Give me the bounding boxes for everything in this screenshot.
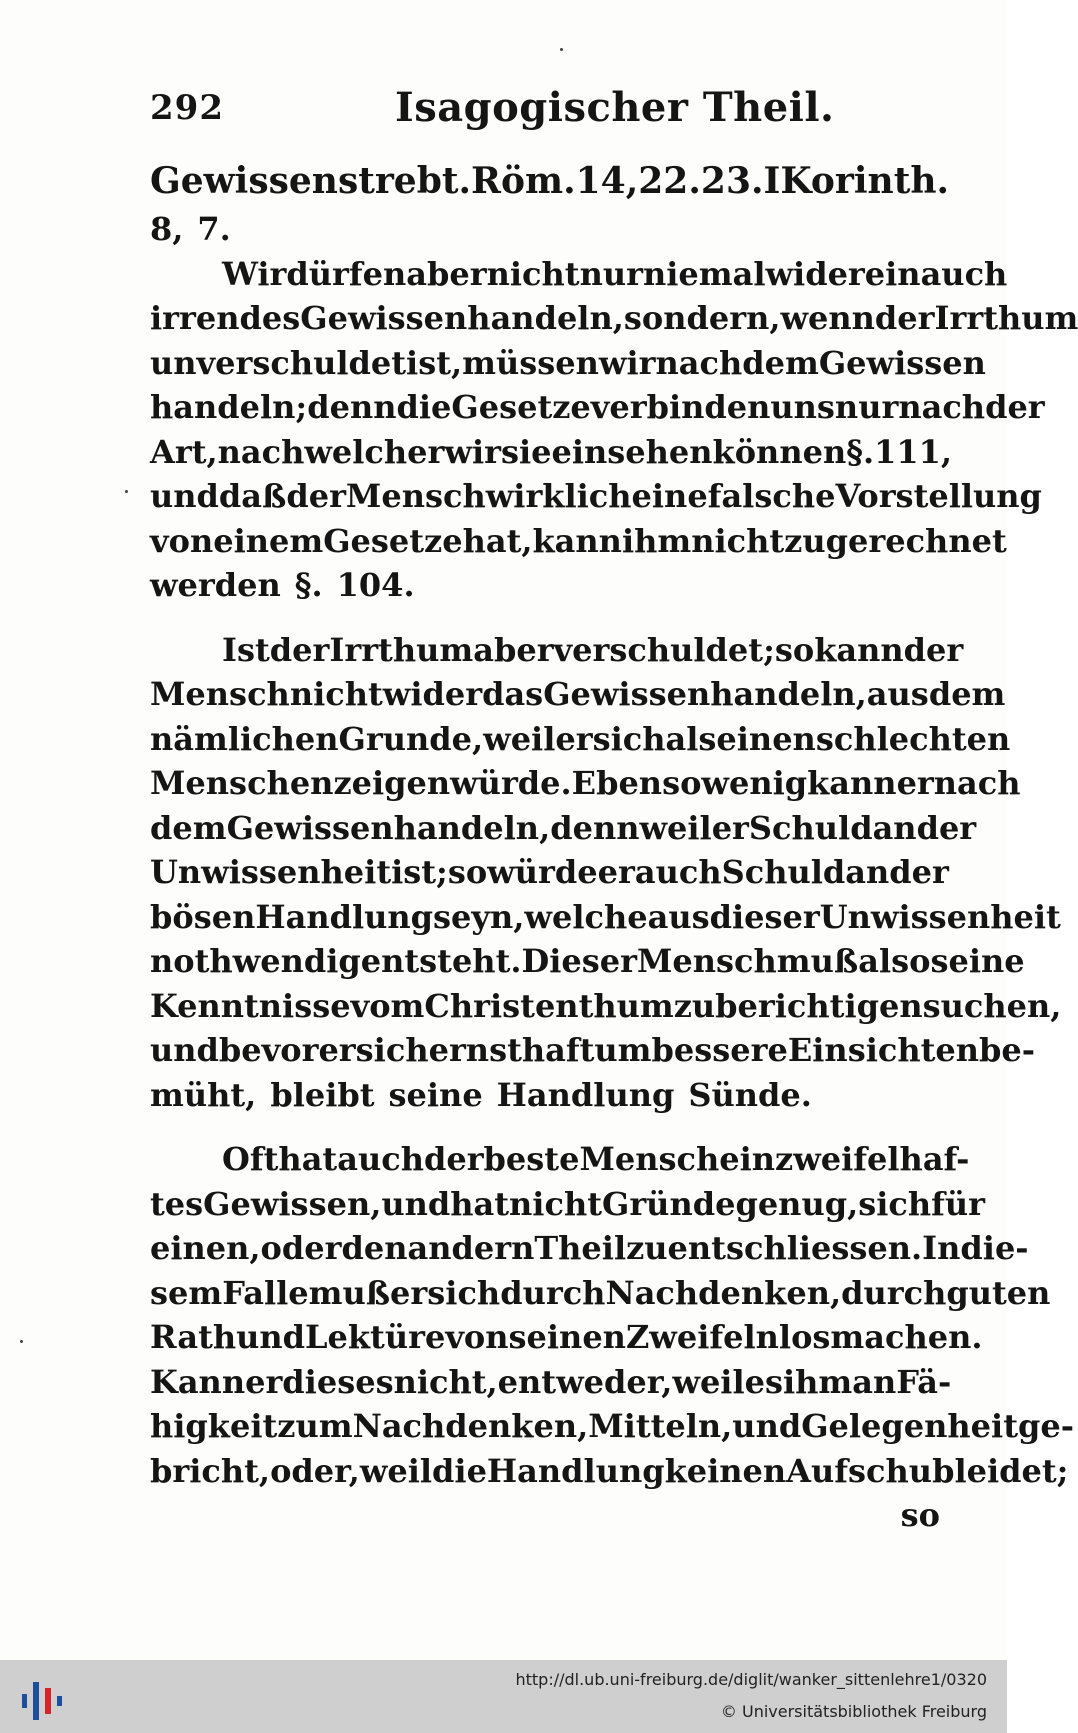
copyright-notice: © Universitätsbibliothek Freiburg <box>720 1702 987 1721</box>
word: nach <box>217 432 305 471</box>
word: ein <box>864 254 921 293</box>
word: einen, <box>150 1229 261 1267</box>
word: Aufschub <box>786 1451 955 1490</box>
text-line <box>150 986 1062 1032</box>
word: an <box>845 853 890 891</box>
word: nicht <box>509 1184 602 1223</box>
word: Lektüre <box>305 1318 446 1356</box>
text-line <box>150 853 949 898</box>
word: Oft <box>222 1140 279 1178</box>
word: von <box>150 521 214 560</box>
text-line <box>150 808 977 854</box>
word: Grunde, <box>338 719 484 758</box>
text-line <box>150 1031 1036 1076</box>
word: aus <box>647 897 710 936</box>
text-line <box>150 1496 940 1541</box>
body-text <box>150 160 1078 1541</box>
word: strebt. <box>337 160 472 202</box>
word: so <box>447 853 488 891</box>
word: bessere <box>651 1031 788 1069</box>
word: andern <box>407 1229 535 1267</box>
word: tes <box>150 1184 204 1223</box>
word: uns <box>770 388 835 426</box>
word: müht, <box>150 1075 257 1114</box>
word: der <box>985 388 1045 426</box>
word: schlechten <box>815 719 1011 758</box>
word: nämlichen <box>150 719 339 758</box>
word: wider <box>382 675 483 713</box>
word: Rath <box>150 1318 237 1356</box>
word: so <box>900 1496 940 1534</box>
word: bösen <box>150 897 256 936</box>
word: Irrthum <box>329 630 474 669</box>
word: aus <box>866 675 929 713</box>
text-line <box>150 675 1006 720</box>
word: bleibt <box>270 1075 375 1114</box>
word: durch <box>841 1273 947 1312</box>
text-line <box>150 1184 986 1230</box>
word: keinen <box>664 1451 787 1490</box>
word: §. <box>294 566 323 604</box>
word: 104. <box>336 566 415 604</box>
word: dem <box>742 343 819 382</box>
word: denn <box>550 808 640 847</box>
word: den <box>341 1229 408 1267</box>
word: welche <box>524 897 648 936</box>
word: falsche <box>707 477 836 515</box>
word: unverschuldet <box>150 343 407 382</box>
text-line <box>150 1407 1074 1452</box>
word: dieses <box>282 1362 394 1401</box>
word: dieser <box>709 897 820 936</box>
word: er <box>555 719 593 758</box>
word: dem <box>150 808 227 847</box>
word: Sünde. <box>688 1075 812 1114</box>
paragraph-gap <box>150 611 940 631</box>
word: dem <box>928 675 1006 713</box>
word: nach <box>898 388 986 426</box>
word: handeln, <box>393 808 551 847</box>
word: 14, <box>575 160 639 202</box>
word: zeigen <box>333 764 451 802</box>
text-line <box>150 1362 952 1408</box>
word: und <box>150 477 219 515</box>
word: Art, <box>150 432 218 471</box>
word: ernsthaft <box>428 1031 595 1069</box>
word: hat, <box>462 521 533 560</box>
word: handeln, <box>710 675 867 713</box>
word: eine <box>631 477 708 515</box>
word: die <box>396 388 452 426</box>
word: sie <box>500 432 552 471</box>
text-line <box>150 1451 1069 1497</box>
word: wirklich <box>485 477 632 515</box>
word: weil <box>359 1451 433 1490</box>
word: kann <box>532 521 622 560</box>
word: von <box>445 1318 509 1356</box>
word: 8, <box>150 210 184 248</box>
text-line <box>150 1076 940 1121</box>
word: Gewissen <box>150 160 338 202</box>
running-title: Isagogischer Theil. <box>395 84 835 131</box>
word: muß <box>308 1273 391 1312</box>
word: wenn <box>780 299 875 337</box>
word: verbinden <box>590 388 771 426</box>
text-line <box>150 477 1042 522</box>
word: In <box>922 1229 961 1267</box>
word: der <box>903 630 964 669</box>
word: zu <box>673 986 716 1025</box>
word: die- <box>960 1229 1029 1267</box>
word: 23. <box>700 160 764 202</box>
word: und <box>732 1407 802 1445</box>
word: für <box>931 1184 986 1223</box>
word: nicht <box>289 675 383 713</box>
word: einen <box>716 719 816 758</box>
word: wir <box>444 432 501 471</box>
word: Röm. <box>471 160 576 202</box>
word: Mitteln, <box>588 1407 733 1445</box>
word: bevor <box>218 1031 319 1069</box>
word: guten <box>946 1273 1051 1312</box>
word: Gewissen <box>543 675 711 713</box>
text-line <box>150 1318 983 1363</box>
word: er <box>245 1362 283 1401</box>
word: ist, <box>406 343 463 382</box>
word: Gründe <box>601 1184 736 1223</box>
word: nur <box>579 254 643 293</box>
word: Dieser <box>521 942 637 980</box>
word: sich <box>858 1184 932 1223</box>
word: Korinth. <box>780 160 950 202</box>
word: Einsichten <box>787 1031 980 1069</box>
word: leidet; <box>954 1451 1069 1490</box>
word: verschuldet; <box>553 630 775 669</box>
scan-speck <box>560 48 563 51</box>
word: weil <box>483 719 556 758</box>
word: muß <box>776 942 859 980</box>
source-url[interactable]: http://dl.ub.uni-freiburg.de/diglit/wanker_sittenlehre1/0320 <box>515 1670 987 1689</box>
word: ge- <box>1017 1407 1074 1445</box>
word: Nachdenken, <box>352 1407 589 1445</box>
scan-speck <box>125 490 128 493</box>
word: Menschen <box>150 764 334 802</box>
word: zu <box>626 1229 668 1267</box>
word: es <box>744 1362 783 1401</box>
word: wider <box>765 254 865 293</box>
word: aber <box>473 630 554 669</box>
text-line <box>150 299 1078 344</box>
word: entschliessen. <box>667 1229 923 1267</box>
ub-freiburg-logo-icon <box>14 1674 70 1724</box>
word: müssen <box>462 343 599 382</box>
word: auch <box>337 1140 424 1178</box>
word: §. <box>846 432 875 471</box>
word: Gesetze <box>323 521 463 560</box>
word: einem <box>213 521 324 560</box>
word: Handlung <box>255 897 434 936</box>
word: losmachen. <box>778 1318 983 1356</box>
word: daß <box>218 477 287 515</box>
word: ein <box>719 1140 776 1178</box>
word: nur <box>834 388 899 426</box>
word: Nachdenken, <box>605 1273 842 1312</box>
word: zweifelhaf- <box>775 1140 970 1178</box>
word: seyn, <box>433 897 525 936</box>
word: einsehen <box>551 432 713 471</box>
word: handeln, <box>467 299 624 337</box>
word: seine <box>388 1075 483 1114</box>
text-line <box>150 630 964 676</box>
word: Unwissenheit <box>819 897 1061 936</box>
word: Kann <box>150 1362 246 1401</box>
word: so <box>662 764 702 802</box>
word: seine <box>930 942 1025 980</box>
word: zum <box>277 1407 353 1445</box>
word: aber <box>406 254 487 293</box>
text-line <box>150 343 986 389</box>
word: an <box>872 808 917 847</box>
word: der <box>916 808 977 847</box>
word: der <box>889 853 949 891</box>
word: nicht <box>486 254 580 293</box>
text-line <box>150 1229 1029 1274</box>
word: nicht, <box>393 1362 498 1401</box>
word: Vorstellung <box>835 477 1042 515</box>
word: Handlung <box>496 1075 675 1114</box>
word: die <box>432 1451 487 1490</box>
word: der <box>874 299 935 337</box>
text-line <box>150 210 940 255</box>
word: beste <box>483 1140 580 1178</box>
word: würde <box>487 853 598 891</box>
word: sich <box>427 1273 501 1312</box>
word: wenig <box>701 764 808 802</box>
word: er <box>390 1273 428 1312</box>
word: Christenthum <box>424 986 674 1025</box>
text-line <box>150 719 1011 765</box>
word: oder, <box>270 1451 360 1490</box>
word: der <box>269 630 330 669</box>
word: Kenntnisse <box>150 986 351 1025</box>
word: 111, <box>874 432 953 471</box>
word: Gelegenheit <box>801 1407 1018 1445</box>
word: der <box>286 477 346 515</box>
word: oder <box>260 1229 342 1267</box>
scan-speck <box>20 1340 23 1343</box>
word: Schuld <box>721 853 846 891</box>
word: Mensch <box>345 477 486 515</box>
word: er <box>711 808 749 847</box>
word: sondern, <box>623 299 781 337</box>
word: sich <box>592 719 666 758</box>
word: seinen <box>508 1318 626 1356</box>
word: Schuld <box>748 808 873 847</box>
word: bricht, <box>150 1451 271 1490</box>
word: das <box>482 675 544 713</box>
word: denn <box>307 388 397 426</box>
word: weil <box>639 808 712 847</box>
word: dürfen <box>286 254 407 293</box>
word: vom <box>350 986 425 1025</box>
word: ihm <box>782 1362 853 1401</box>
word: wir <box>598 343 656 382</box>
word: higkeit <box>150 1407 278 1445</box>
word: er <box>597 853 635 891</box>
word: 7. <box>197 210 231 248</box>
word: Ist <box>222 630 270 669</box>
text-line <box>150 1140 970 1185</box>
word: Unwissenheit <box>150 853 392 891</box>
word: entsteht. <box>360 942 522 980</box>
word: Mensch <box>636 942 777 980</box>
text-line <box>150 160 950 210</box>
word: also <box>858 942 931 980</box>
word: berichtigen <box>715 986 923 1025</box>
word: be- <box>979 1031 1036 1069</box>
word: an <box>852 1362 897 1401</box>
page-header <box>150 84 940 138</box>
word: Mensch <box>150 675 290 713</box>
viewer-footer <box>0 1660 1007 1733</box>
word: Gesetze <box>451 388 591 426</box>
text-line <box>150 566 940 611</box>
word: und <box>381 1184 451 1223</box>
text-line <box>150 521 1007 567</box>
text-line <box>150 942 1025 987</box>
word: 22. <box>638 160 701 202</box>
word: weil <box>672 1362 745 1401</box>
word: kann <box>814 630 904 669</box>
word: Theil <box>534 1229 627 1267</box>
word: Zweifeln <box>625 1318 779 1356</box>
word: zugerechnet <box>784 521 1007 560</box>
page-number: 292 <box>150 88 224 128</box>
word: Gewissen, <box>203 1184 382 1223</box>
word: Wir <box>222 254 287 293</box>
word: hat <box>450 1184 510 1223</box>
text-line <box>150 388 1045 433</box>
word: nicht <box>691 521 785 560</box>
word: Falle <box>222 1273 309 1312</box>
word: sem <box>150 1273 223 1312</box>
word: er <box>318 1031 356 1069</box>
word: Gewissen <box>226 808 394 847</box>
word: und <box>236 1318 306 1356</box>
word: durch <box>500 1273 606 1312</box>
word: welcher <box>304 432 445 471</box>
word: als <box>665 719 717 758</box>
word: können <box>712 432 847 471</box>
word: Eben <box>571 764 663 802</box>
paragraph-gap <box>150 1120 940 1140</box>
word: sich <box>355 1031 429 1069</box>
word: suchen, <box>922 986 1062 1025</box>
word: entweder, <box>497 1362 673 1401</box>
word: Gewissen <box>818 343 986 382</box>
text-line <box>150 897 1061 943</box>
word: um <box>594 1031 652 1069</box>
word: Gewissen <box>300 299 468 337</box>
word: Handlung <box>486 1451 665 1490</box>
word: nach <box>655 343 743 382</box>
word: niemal <box>642 254 766 293</box>
word: werden <box>150 566 281 604</box>
text-line <box>150 254 1008 300</box>
word: Irrthum <box>934 299 1078 337</box>
word: er <box>896 764 934 802</box>
word: I <box>763 160 781 202</box>
word: nothwendig <box>150 942 361 980</box>
text-line <box>150 764 1021 809</box>
word: genug, <box>735 1184 859 1223</box>
word: auch <box>920 254 1008 293</box>
word: irrendes <box>150 299 301 337</box>
word: nach <box>933 764 1021 802</box>
word: der <box>423 1140 484 1178</box>
word: hat <box>278 1140 338 1178</box>
word: ist; <box>391 853 448 891</box>
word: Mensch <box>579 1140 720 1178</box>
word: auch <box>634 853 722 891</box>
text-line <box>150 432 953 478</box>
word: so <box>774 630 815 669</box>
word: ihm <box>621 521 692 560</box>
word: und <box>150 1031 219 1069</box>
word: handeln; <box>150 388 308 426</box>
word: kann <box>807 764 897 802</box>
word: würde. <box>450 764 572 802</box>
text-line <box>150 1273 1051 1319</box>
word: Fä- <box>896 1362 952 1401</box>
